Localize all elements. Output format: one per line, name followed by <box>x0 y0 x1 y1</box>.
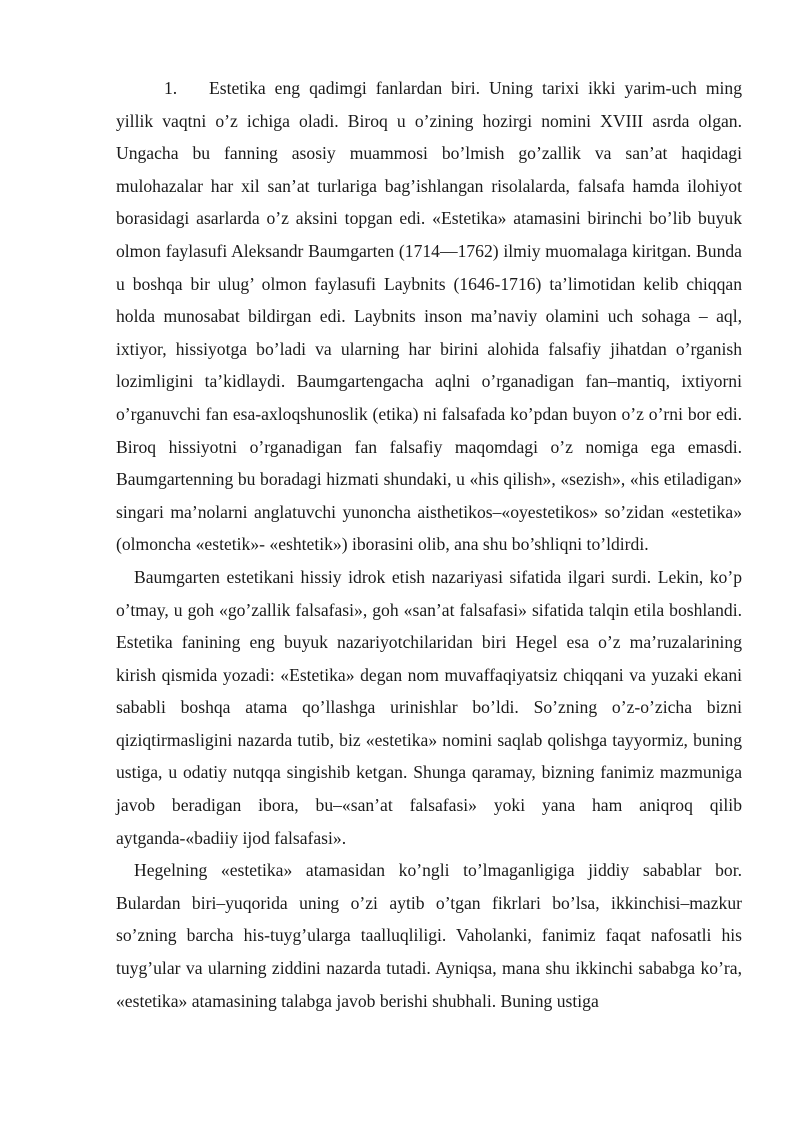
paragraph-number: 1. <box>164 78 178 98</box>
paragraph-1-text: Estetika eng qadimgi fanlardan biri. Uning tarixi ikki yarim-uch ming yillik vaqtni o’z ichiga oladi. Biroq u o’zining hozirgi nomini XVIII asrda olgan. Ungacha bu fanning asosiy muammosi bo’lmish go’zallik va san’at haqidagi mulohazalar har xil san’at turlariga bag’ishlangan risolalarda, falsafa hamda ilohiyot borasidagi asarlarda o’z aksini topgan edi. «Estetika» atamasini birinchi bo’lib buyuk olmon faylasufi Aleksandr Baumgarten (1714—1762) ilmiy muomalaga kiritgan. Bunda u boshqa bir ulug’ olmon faylasufi Laybnits (1646-1716) ta’limotidan kelib chiqqan holda munosabat bildirgan edi. Laybnits inson ma’naviy olamini uch sohaga – aql, ixtiyor, hissiyotga bo’ladi va ularning har birini alohida falsafiy jihatdan o’rganish lozimligini ta’kidlaydi. Baumgartengacha aqlni o’rganadigan fan–mantiq, ixtiyorni o’rganuvchi fan esa-axloqshunoslik (etika) ni falsafada ko’pdan buyon o’z o’rni bor edi. Biroq hissiyotni o’rganadigan fan falsafiy maqomdagi o’z nomiga ega emasdi. Baumgartenning bu boradagi hizmati shundaki, u «his qilish», «sezish», «his etiladigan» singari ma’nolarni anglatuvchi yunoncha aisthetikos–«oyestetikos» so’zidan «estetika» (olmoncha «estetik»- «eshtetik») iborasini olib, ana shu bo’shliqni to’ldirdi. <box>116 78 742 555</box>
paragraph-2: Baumgarten estetikani hissiy idrok etish nazariyasi sifatida ilgari surdi. Lekin, ko’p o’tmay, u goh «go’zallik falsafasi», goh «san’at falsafasi» sifatida talqin etila boshlandi. Estetika fanining eng buyuk nazariyotchilaridan biri Hegel esa o’z ma’ruzalarining kirish qismida yozadi: «Estetika» degan nom muvaffaqiyatsiz chiqqani va yuzaki ekani sababli boshqa atama qo’llashga urinishlar bo’ldi. So’zning o’z-o’zicha bizni qiziqtirmasligini nazarda tutib, biz «estetika» nomini saqlab qolishga tayyormiz, buning ustiga, u odatiy nutqqa singishib ketgan. Shunga qaramay, bizning fanimiz mazmuniga javob beradigan ibora, bu–«san’at falsafasi» yoki yana ham aniqroq qilib aytganda-«badiiy ijod falsafasi». <box>116 566 742 848</box>
paragraph-3: Hegelning «estetika» atamasidan ko’ngli to’lmaganligiga jiddiy sabablar bor. Bulardan biri–yuqorida uning o’zi aytib o’tgan fikrlari bo’lsa, ikkinchisi–mazkur so’zning barcha his-tuyg’ularga taalluqliligi. Vaholanki, fanimiz faqat nafosatli his tuyg’ular va ularning ziddini nazarda tutadi. Ayniqsa, mana shu ikkinchi sababga ko’ra, «estetika» atamasining talabga javob berishi shubhali. Buning ustiga <box>116 860 742 1011</box>
paragraph-1 <box>116 72 742 561</box>
document-page <box>116 72 742 1017</box>
